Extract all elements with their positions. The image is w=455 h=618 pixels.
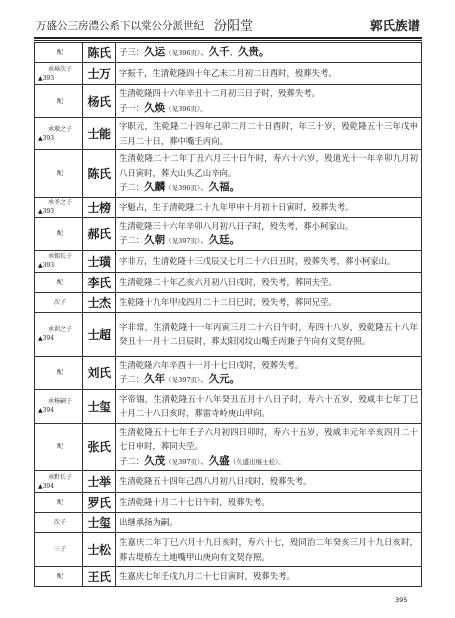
relation-cell — [35, 272, 83, 292]
child-page-note: （见396页） — [165, 184, 201, 192]
table-row — [35, 250, 422, 272]
person-name: 士能 — [83, 118, 116, 150]
person-name: 陈氏 — [83, 43, 116, 63]
table-row — [35, 423, 422, 471]
table-row — [35, 312, 422, 356]
person-name: 陈氏 — [83, 150, 116, 198]
header-rule-thick — [34, 37, 422, 39]
children-prefix: 子二： — [119, 182, 145, 192]
separator: 、 — [200, 182, 209, 192]
relation-cell — [35, 513, 83, 533]
biography-text: 字魁占，生于清乾隆二十九年甲申十月初十日寅时，殁葬失考。 — [119, 201, 354, 212]
biography-text: 生清乾隆二十年乙亥六月初八日戌时，殁失考，葬同夫茔。 — [119, 276, 337, 287]
table-row — [35, 63, 422, 85]
relation-label: 配 — [56, 230, 63, 237]
biography-text: 生清乾隆十月二十七日午时，殁葬失考。 — [119, 497, 270, 508]
child-name: 久福。 — [208, 181, 241, 193]
child-name: 久贵。 — [238, 45, 270, 58]
person-name: 杨氏 — [83, 85, 116, 118]
person-name: 刘氏 — [83, 356, 116, 389]
relation-label: 承训之子 — [47, 326, 72, 333]
table-row — [35, 567, 422, 587]
child-name: 久茂 — [144, 454, 166, 467]
children-prefix: 子二： — [119, 374, 145, 384]
child-page-note: （见397页） — [165, 457, 201, 466]
table-row — [35, 471, 422, 493]
children-prefix: 子一： — [119, 102, 145, 113]
page-number: 395 — [395, 596, 408, 604]
relation-label: 次子 — [53, 519, 66, 526]
relation-cell — [35, 250, 83, 272]
separator: 、 — [200, 455, 209, 466]
biography-cell — [116, 513, 422, 533]
relation-label: 配 — [56, 573, 63, 580]
child-page-note: （久盛出继士松）。 — [229, 457, 285, 466]
person-name: 士松 — [83, 533, 116, 567]
relation-cell — [35, 217, 83, 250]
biography-cell — [116, 493, 422, 513]
relation-cell — [35, 197, 83, 217]
child-page-note: （见396页）。 — [165, 104, 207, 113]
page-reference: ▲394 — [38, 482, 55, 490]
biography-text: 字振千，生清乾隆四十年乙未二月初二日酉时，殁葬失考。 — [119, 68, 337, 79]
biography-text: 生清乾隆六年辛酉十一月十七日戌时，殁葬失考。 — [119, 359, 304, 370]
relation-cell — [35, 356, 83, 389]
biography-cell — [116, 356, 422, 389]
person-name: 罗氏 — [83, 493, 116, 513]
header-rule-thin — [34, 40, 422, 41]
table-row — [35, 389, 422, 423]
biography-text: 生清乾隆四十六年辛丑十二月初三日子时，殁葬失考。 — [119, 88, 320, 98]
biography-text: 子三： — [119, 46, 145, 57]
child-name: 久年 — [144, 373, 166, 385]
person-name: 郝氏 — [83, 217, 116, 250]
biography-cell — [116, 150, 422, 198]
person-name: 士超 — [83, 312, 116, 356]
relation-label: 配 — [56, 49, 63, 56]
table-row — [35, 292, 422, 312]
page-reference: ▲393 — [38, 74, 55, 82]
relation-cell — [35, 567, 83, 587]
children-prefix: 子二： — [119, 235, 145, 245]
relation-label: 配 — [56, 369, 63, 376]
separator: 、 — [200, 235, 209, 245]
person-name: 李氏 — [83, 272, 116, 292]
biography-text: 生乾隆十九年甲戌四月二十二日巳时，殁失考，葬同兄茔。 — [119, 296, 337, 307]
biography-text: 生清乾隆三十六年辛卯八月初八日子时，殁失考，葬小柯家山。 — [119, 220, 354, 231]
biography-text: 生嘉庆七年壬戌九月二十七日寅时，殁葬失考。 — [119, 571, 295, 582]
person-name: 王氏 — [83, 567, 116, 587]
page-reference: ▲393 — [38, 208, 55, 215]
biography-text: 生清乾隆五十四年己酉八月初八日戌时，殁葬失考。 — [119, 476, 312, 487]
relation-cell — [35, 423, 83, 471]
header-hall-name: 汾阳堂 — [214, 19, 254, 34]
relation-cell — [35, 63, 83, 85]
page-reference: ▲393 — [38, 134, 55, 142]
relation-label: 配 — [56, 443, 63, 451]
table-row — [35, 197, 422, 217]
header-book-title: 郭氏族谱 — [369, 18, 420, 33]
page-reference: ▲393 — [38, 262, 55, 269]
relation-label: 配 — [56, 278, 63, 286]
child-page-note: （见397页） — [165, 376, 201, 384]
table-row — [35, 533, 422, 567]
biography-cell — [116, 85, 422, 118]
relation-cell — [35, 389, 83, 423]
biography-cell — [116, 389, 422, 423]
table-row — [35, 493, 422, 513]
biography-cell — [116, 312, 422, 356]
person-name: 士榜 — [83, 197, 116, 217]
relation-label: 配 — [56, 97, 63, 105]
biography-cell — [116, 272, 422, 292]
child-page-note: （见397页） — [165, 237, 201, 245]
biography-cell — [116, 43, 422, 63]
biography-text: 字职元，生乾隆二十四年己卯二月二十日酉时，年三十岁，殁乾隆五十三年戊申三月二十日，葬中嘴壬丙向。 — [119, 121, 418, 146]
person-name: 张氏 — [83, 423, 116, 471]
biography-cell — [116, 217, 422, 250]
child-name: 久元。 — [208, 373, 241, 385]
table-row — [35, 513, 422, 533]
child-name: 久盛 — [208, 454, 230, 467]
relation-label: 配 — [56, 169, 63, 177]
separator: 、 — [200, 374, 209, 384]
page-reference: ▲394 — [38, 407, 55, 414]
table-row — [35, 217, 422, 250]
genealogy-table — [34, 42, 422, 587]
relation-cell — [35, 85, 83, 118]
relation-label: 承黔长子 — [47, 473, 72, 481]
biography-cell — [116, 250, 422, 272]
child-name: 久朝 — [144, 234, 166, 246]
table-row — [35, 356, 422, 389]
relation-label: 承璋次子 — [47, 65, 72, 73]
biography-text: 生清乾隆五十七年壬子六月初四日卯时，寿六十五岁，殁咸丰元年辛亥四月二十七日申时，葬同夫茔。 — [119, 426, 418, 451]
biography-cell — [116, 197, 422, 217]
biography-cell — [116, 471, 422, 493]
children-prefix: 子二： — [119, 455, 145, 466]
relation-cell — [35, 493, 83, 513]
table-row — [35, 118, 422, 150]
child-name: 久运 — [144, 45, 166, 58]
child-name: 久麟 — [144, 181, 166, 193]
person-name: 士万 — [83, 63, 116, 85]
person-name: 士玺 — [83, 513, 116, 533]
relation-label: 承圣之子 — [47, 199, 72, 206]
biography-text: 生嘉庆二年丁巳六月十九日亥时，寿六十七，殁同治二年癸亥三月十九日亥时，葬古堤桥左土地嘴甲山庚向有文契存照。 — [119, 537, 418, 562]
page-header — [36, 14, 420, 36]
page-reference: ▲394 — [38, 335, 55, 342]
biography-cell — [116, 567, 422, 587]
child-name: 久廷。 — [208, 234, 241, 246]
relation-label: 次子 — [53, 298, 66, 306]
biography-cell — [116, 533, 422, 567]
child-name: 久焕 — [144, 101, 166, 114]
biography-text: 生清乾隆二十二年丁丑六月三十日午时，寿六十六岁，殁道光十一年辛卯九月初八日寅时，葬大山头乙山辛向。 — [119, 153, 418, 178]
biography-text: 出继承扬为嗣。 — [119, 517, 178, 528]
table-row — [35, 272, 422, 292]
biography-cell — [116, 292, 422, 312]
person-name: 士杰 — [83, 292, 116, 312]
relation-cell — [35, 292, 83, 312]
header-lineage: 万盛公三房澧公系下以棠公分派世纪 — [36, 20, 204, 32]
relation-cell — [35, 118, 83, 150]
relation-cell — [35, 471, 83, 493]
separator: 、 — [229, 46, 239, 57]
relation-label: 配 — [56, 499, 63, 506]
person-name: 士玺 — [83, 389, 116, 423]
relation-label: 三子 — [53, 546, 66, 553]
person-name: 士举 — [83, 471, 116, 493]
relation-label: 承璈之子 — [47, 125, 72, 133]
biography-cell — [116, 118, 422, 150]
relation-label: 承杨嗣子 — [47, 398, 72, 405]
biography-cell — [116, 423, 422, 471]
separator: 、 — [200, 46, 209, 57]
child-name: 久千 — [208, 45, 230, 58]
relation-cell — [35, 533, 83, 567]
relation-label: 承锡长子 — [47, 253, 72, 260]
biography-text: 字非万，生清乾隆十三戊辰又七月二十六日丑时，殁葬失考，葬小柯家山。 — [119, 255, 396, 266]
biography-text: 字非常，生清乾隆十一年丙寅三月二十六日午时，寿四十八岁，殁乾隆五十八年癸丑十一月十二日辰时，葬太阳冈坟山嘴壬丙兼子午向有文契存照。 — [119, 321, 418, 346]
table-row — [35, 43, 422, 63]
relation-cell — [35, 312, 83, 356]
person-name: 士璜 — [83, 250, 116, 272]
biography-cell — [116, 63, 422, 85]
biography-text: 字帝锡，生清乾隆五十八年癸丑五月十八日子时，寿六十五岁，殁咸丰七年丁巳十月二十八日亥时，葬雷寺岭庚山甲向。 — [119, 393, 418, 418]
table-row — [35, 85, 422, 118]
table-row — [35, 150, 422, 198]
relation-cell — [35, 43, 83, 63]
child-page-note: （见396页） — [165, 48, 201, 57]
relation-cell — [35, 150, 83, 198]
